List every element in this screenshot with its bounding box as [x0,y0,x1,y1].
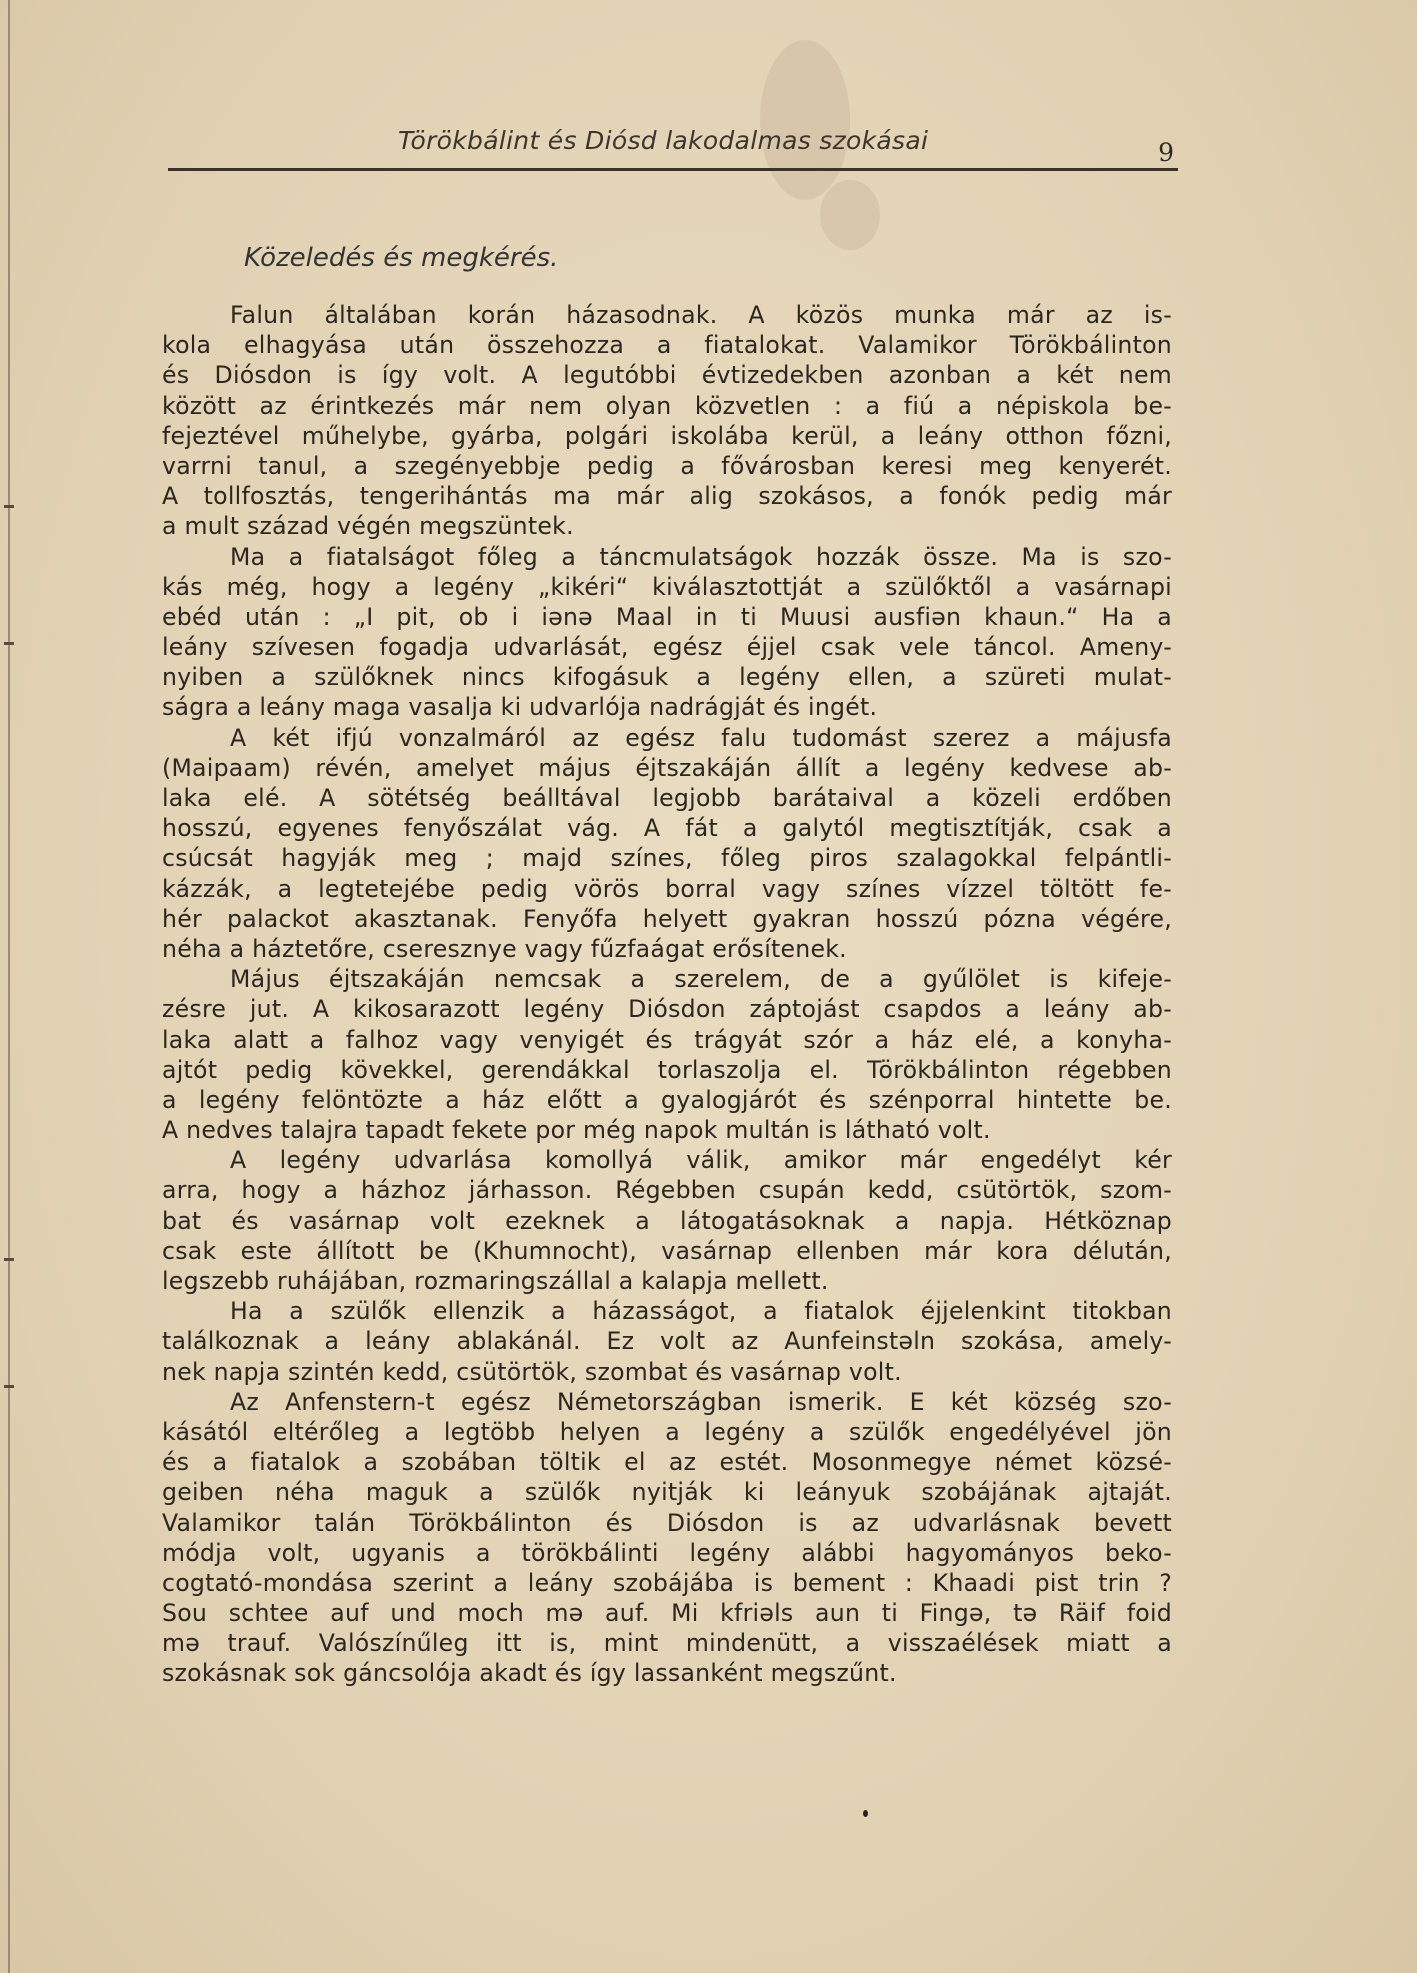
text-line: laka elé. A sötétség beálltával legjobb barátaival a közeli erdőben [162,784,1172,812]
running-head: Törökbálint és Diósd lakodalmas szokásai [398,126,929,155]
margin-mark [4,1258,14,1261]
text-line: Sou schtee auf und moch mə auf. Mi kfriəls aun ti Fingə, tə Räif foid [162,1599,1172,1628]
text-line: kás még, hogy a legény „kikéri“ kiválasztottját a szülőktől a vasárnapi [162,572,1172,601]
page-header [168,122,1178,171]
ink-speck [863,1810,868,1817]
text-line: csúcsát hagyják meg ; majd színes, főleg piros szalagokkal felpántli- [162,844,1172,873]
text-line: Falun általában korán házasodnak. A közös munka már az is- [230,301,1172,329]
text-line: zésre jut. A kikosarazott legény Diósdon záptojást csapdos a leány ab- [162,995,1172,1024]
margin-mark [4,642,14,645]
paper-stain [820,180,880,250]
text-line: bat és vasárnap volt ezeknek a látogatásoknak a napja. Hétköznap [162,1206,1172,1235]
text-line: Az Anfenstern-t egész Németországban ismerik. E két község szo- [230,1387,1172,1416]
text-line: találkoznak a leány ablakánál. Ez volt az Aunfeinstəln szokása, amely- [162,1327,1172,1356]
text-line: A nedves talajra tapadt fekete por még napok multán is látható volt. [162,1116,991,1145]
text-line: arra, hogy a házhoz járhasson. Régebben csupán kedd, csütörtök, szom- [162,1176,1172,1205]
text-line: hosszú, egyenes fenyőszálat vág. A fát a galytól megtisztítják, csak a [162,814,1172,843]
section-title: Közeledés és megkérés. [244,243,559,273]
text-line: a legény felöntözte a ház előtt a gyalogjárót és szénporral hintette be. [162,1085,1172,1114]
text-line: ságra a leány maga vasalja ki udvarlója nadrágját és ingét. [162,693,878,722]
text-line: leány szívesen fogadja udvarlását, egész éjjel csak vele táncol. Ameny- [162,633,1172,662]
text-line: kásától eltérőleg a legtöbb helyen a legény a szülők engedélyével jön [162,1417,1172,1446]
text-line: varrni tanul, a szegényebbje pedig a fővárosban keresi meg kenyerét. [162,451,1172,480]
text-line: cogtató-mondása szerint a leány szobájába is bement : Khaadi pist trin ? [162,1568,1172,1597]
margin-mark [4,505,14,508]
text-line: a mult század végén megszüntek. [162,512,574,541]
text-line: és Diósdon is így volt. A legutóbbi évtizedekben azonban a két nem [162,361,1172,390]
text-line: (Maipaam) révén, amelyet május éjtszakáján állít a legény kedvese ab- [162,753,1172,782]
page-spine-edge [8,0,10,1973]
text-line: Ma a fiatalságot főleg a táncmulatságok hozzák össze. Ma is szo- [230,542,1172,571]
text-line: laka alatt a falhoz vagy venyigét és trágyát szór a ház elé, a konyha- [162,1025,1172,1054]
text-line: kola elhagyása után összehozza a fiatalokat. Valamikor Törökbálinton [162,331,1172,360]
text-line: és a fiatalok a szobában töltik el az estét. Mosonmegye német közsé- [162,1448,1172,1477]
text-line: mə trauf. Valószínűleg itt is, mint mindenütt, a visszaélések miatt a [162,1629,1172,1658]
text-line: A legény udvarlása komollyá válik, amikor már engedélyt kér [230,1146,1172,1175]
text-line: szokásnak sok gáncsolója akadt és így lassanként megszűnt. [162,1659,897,1688]
text-line: Valamikor talán Törökbálinton és Diósdon is az udvarlásnak bevett [162,1508,1172,1537]
text-line: fejeztével műhelybe, gyárba, polgári iskolába kerül, a leány otthon főzni, [162,421,1172,450]
text-line: módja volt, ugyanis a törökbálinti legény alábbi hagyományos beko- [162,1538,1172,1567]
text-line: Május éjtszakáján nemcsak a szerelem, de a gyűlölet is kifeje- [230,965,1172,994]
page-number: 9 [1158,138,1174,167]
text-line: kázzák, a legtetejébe pedig vörös borral vagy színes vízzel töltött fe- [162,874,1172,903]
text-line: Ha a szülők ellenzik a házasságot, a fiatalok éjjelenkint titokban [230,1297,1172,1326]
text-line: nek napja szintén kedd, csütörtök, szombat és vasárnap volt. [162,1357,902,1386]
text-line: geiben néha maguk a szülők nyitják ki leányuk szobájának ajtaját. [162,1478,1172,1507]
text-line: legszebb ruhájában, rozmaringszállal a kalapja mellett. [162,1267,829,1295]
text-line: csak este állított be (Khumnocht), vasárnap ellenben már kora délután, [162,1236,1172,1265]
text-line: ajtót pedig kövekkel, gerendákkal torlaszolja el. Törökbálinton régebben [162,1055,1172,1084]
text-line: nyiben a szülőknek nincs kifogásuk a legény ellen, a szüreti mulat- [162,663,1172,692]
text-line: A két ifjú vonzalmáról az egész falu tudomást szerez a májusfa [230,723,1172,752]
text-line: hér palackot akasztanak. Fenyőfa helyett gyakran hosszú pózna végére, [162,904,1172,933]
text-line: néha a háztetőre, cseresznye vagy fűzfaágat erősítenek. [162,934,847,963]
body-text [162,300,1172,1689]
text-line: között az érintkezés már nem olyan közvetlen : a fiú a népiskola be- [162,391,1172,420]
text-line: A tollfosztás, tengerihántás ma már alig szokásos, a fonók pedig már [162,482,1172,511]
margin-mark [4,1385,14,1388]
text-line: ebéd után : „I pit, ob i iənə Maal in ti Muusi ausfiən khaun.“ Ha a [162,602,1172,631]
paper-stain [760,40,850,200]
